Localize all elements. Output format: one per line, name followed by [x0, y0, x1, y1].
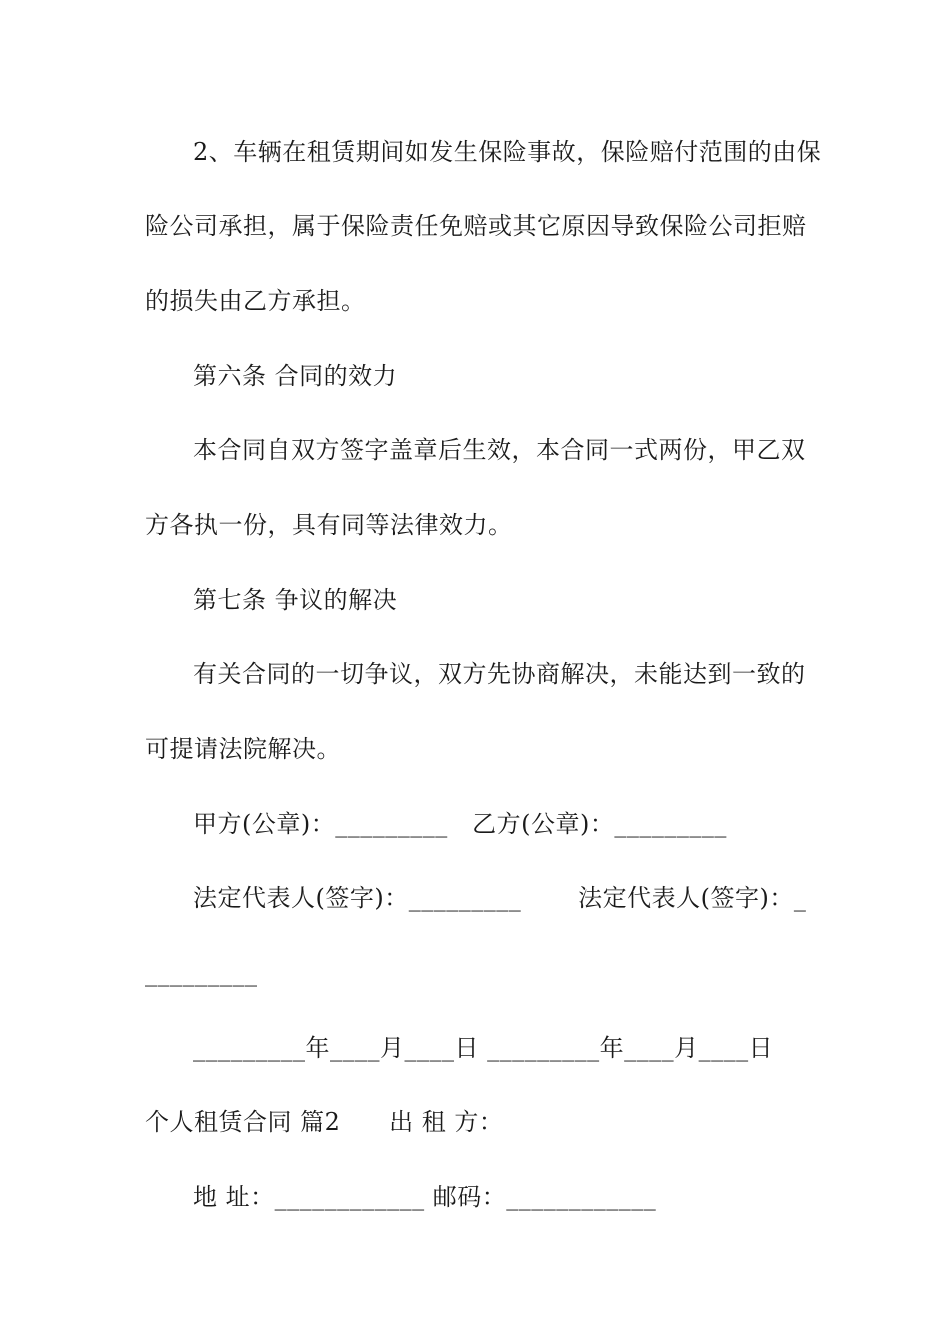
paragraph-line: 有关合同的一切争议，双方先协商解决，未能达到一致的 [193, 660, 806, 688]
address-line: 地 址：____________ 邮码：____________ [193, 1183, 657, 1211]
paragraph-line: 的损失由乙方承担。 [145, 287, 366, 315]
date-line: _________年____月____日 _________年____月____日 [193, 1034, 774, 1062]
section-heading: 第六条 合同的效力 [193, 362, 398, 390]
section-heading: 第七条 争议的解决 [193, 586, 398, 614]
paragraph-line: 险公司承担，属于保险责任免赔或其它原因导致保险公司拒赔 [145, 212, 807, 240]
signature-representative-line: 法定代表人(签字)：_________ 法定代表人(签字)：_ [193, 884, 807, 912]
contract-title-line: 个人租赁合同 篇2 出 租 方： [145, 1108, 504, 1136]
signature-seal-line: 甲方(公章)：_________ 乙方(公章)：_________ [193, 810, 727, 838]
paragraph-line: 可提请法院解决。 [145, 735, 341, 763]
paragraph-line: 本合同自双方签字盖章后生效，本合同一式两份，甲乙双 [193, 436, 806, 464]
paragraph-line: 方各执一份，具有同等法律效力。 [145, 511, 513, 539]
signature-blank-continuation: _________ [145, 959, 258, 987]
paragraph-line: 2、车辆在租赁期间如发生保险事故，保险赔付范围的由保 [193, 138, 822, 166]
